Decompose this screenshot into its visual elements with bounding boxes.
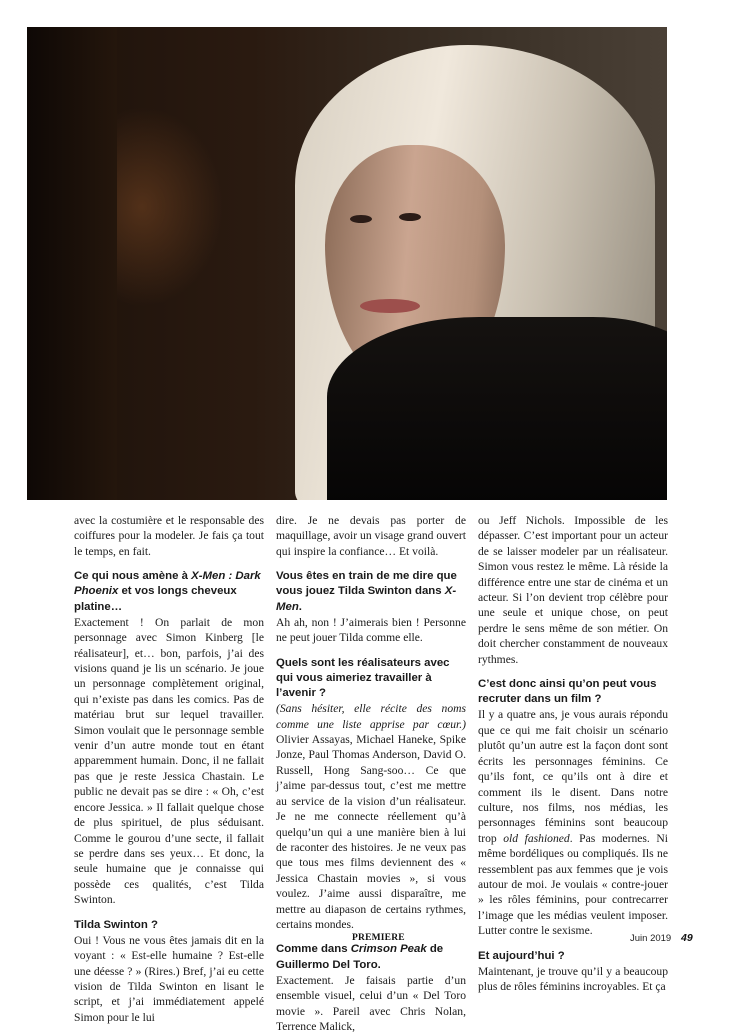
question-heading: Vous êtes en train de me dire que vous jouez Tilda Swinton dans X-Men. [276, 570, 457, 613]
portrait-photo [27, 27, 667, 500]
question-heading: Comme dans Crimson Peak de Guillermo Del Toro. [276, 943, 444, 971]
question-heading: Et aujourd’hui ? [478, 949, 565, 962]
photo-coat [327, 317, 667, 500]
paragraph: Oui ! Vous ne vous êtes jamais dit en la voyant : « Est-elle humaine ? Est-elle une déesse ? » (Rires.) Bref, j’ai eu cette vision de Tilda Swinton en lisant le script, et j’ai immédiatement appelé Simon pour le lui [74, 933, 264, 1024]
text-column-1 [74, 513, 264, 1025]
text-column-3 [478, 513, 668, 995]
photo-eye-left [350, 215, 372, 223]
paragraph: Exactement ! On parlait de mon personnage avec Simon Kinberg [le réalisateur], et… bon, parfois, j’ai des visions quand je lis un scénario. Je joue un personnage complètement original, qui n’existe pas dans les comics. Pas de matériau brut sur lequel travailler. Simon voulait que le personnage semble venir d’un autre monde tout en étant apparemment humain. Donc, il ne fallait pas que je reste Jessica Chastain. Le public ne devait pas se dire : « Oh, c’est encore Jessica. » Il fallait quelque chose de plus spirituel, de plus séduisant. Comme le gourou d’une secte, il fallait se perdre dans ses yeux… Et donc, la seule humaine que je connaisse qui possède ces qualités, c’est Tilda Swinton. [74, 615, 264, 907]
paragraph: ou Jeff Nichols. Impossible de les dépasser. C’est important pour un acteur de se laisser modeler par un réalisateur. Simon vous restez le même. Là réside la différence entre une star de cinéma et un acteur. Si l’on devient trop célèbre pour une seule et unique chose, on peut perdre le sens même de son métier. On doit chercher constamment de nouveaux rythmes. [478, 514, 668, 666]
page-number: 49 [681, 932, 693, 944]
question-heading: C’est donc ainsi qu’on peut vous recruter dans un film ? [478, 678, 657, 706]
paragraph: (Sans hésiter, elle récite des noms comme une liste apprise par cœur.) Olivier Assayas, Michael Haneke, Spike Jonze, Paul Thomas Anderson, David O. Russell, Hong Sang-soo… Ce que j’aime par-dessus tout, c’est me mettre au service de la vision d’un réalisateur. Je ne me connecte réellement qu’à quelqu’un qui a une manière bien à lui de raconter des histoires. Je ne veux pas que tous mes films deviennent des « Jessica Chastain movies », si vous voulez. J’aime aussi disparaître, me mettre au diapason de certains rythmes, certains mondes. [276, 702, 466, 931]
paragraph: Exactement. Je faisais partie d’un ensemble visuel, celui d’un « Del Toro movie ». Pareil avec Chris Nolan, Terrence Malick, [276, 973, 466, 1033]
text-column-2 [276, 513, 466, 1034]
photo-lips [360, 299, 420, 313]
paragraph: avec la costumière et le responsable des coiffures pour la modeler. Je fais ça tout le temps, en fait. [74, 514, 264, 558]
question-heading: Ce qui nous amène à X-Men : Dark Phoenix et vos longs cheveux platine… [74, 570, 261, 613]
magazine-logo: PREMIERE [352, 933, 405, 943]
issue-date: Juin 2019 [630, 933, 672, 944]
question-heading: Tilda Swinton ? [74, 918, 158, 931]
paragraph: dire. Je ne devais pas porter de maquillage, avoir un visage grand ouvert qui inspire la confiance… Et voilà. [276, 514, 466, 558]
photo-eye-right [399, 213, 421, 221]
paragraph: Il y a quatre ans, je vous aurais répondu que ce qui me fait choisir un scénario plutôt qu’un autre est la façon dont sont écrits les personnages féminins. Ce qu’ils font, ce qu’ils ont à dire et comment ils le disent. Dans notre culture, nos films, nos médias, les personnages féminins sont beaucoup trop old fashioned. Pas modernes. Ni même bordéliques ou compliqués. Ils ne ressemblent pas aux femmes que je vois autour de moi. Je voulais « contre-jouer » les rôles féminins, pour contrecarrer l’image que les médias veulent imposer. Lutter contre le sexisme. [478, 708, 668, 938]
photo-background [27, 27, 117, 500]
question-heading: Quels sont les réalisateurs avec qui vous aimeriez travailler à l’avenir ? [276, 656, 450, 700]
paragraph: Ah ah, non ! J’aimerais bien ! Personne ne peut jouer Tilda comme elle. [276, 615, 466, 645]
paragraph: Maintenant, je trouve qu’il y a beaucoup plus de rôles féminins incroyables. Et ça [478, 964, 668, 994]
